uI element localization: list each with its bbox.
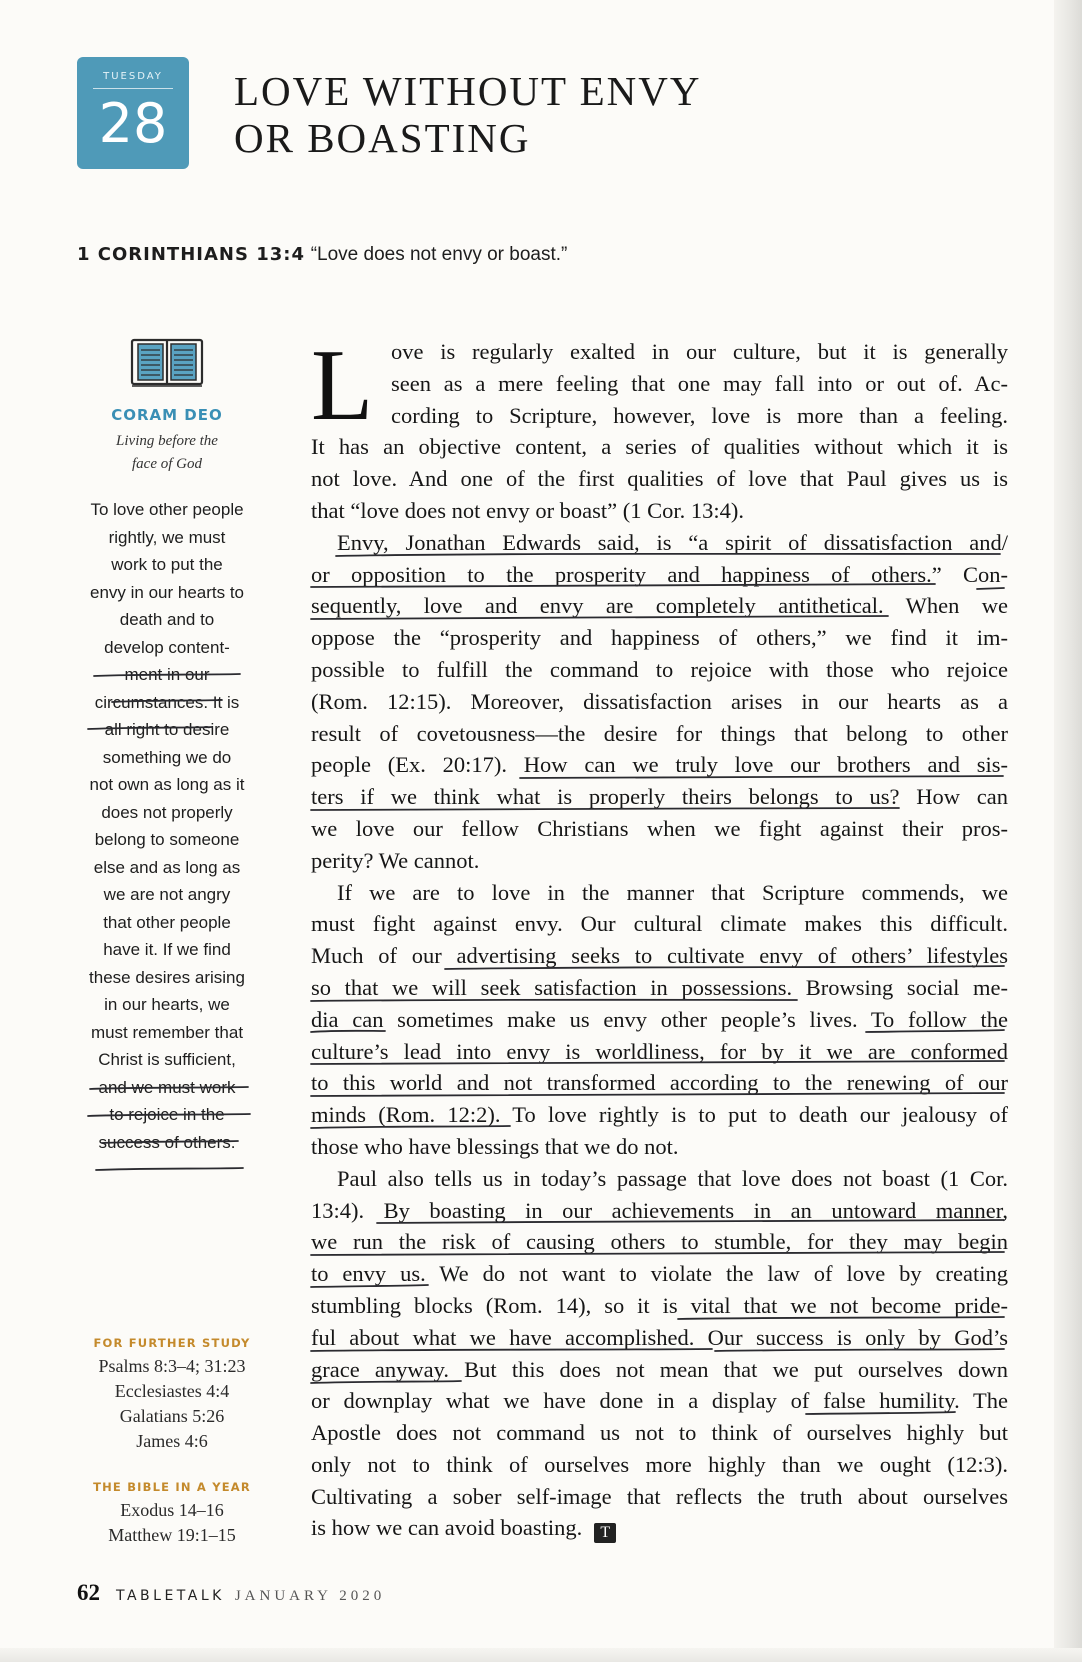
article-line: grace anyway. But this does not mean that we put ourselves down — [311, 1356, 1008, 1382]
further-study-heading: FOR FURTHER STUDY — [93, 1336, 251, 1350]
bible-year-item: Matthew 19:1–15 — [108, 1525, 236, 1545]
article-line: those who have blessings that we do not. — [311, 1133, 679, 1159]
coram-body-line: have it. If we find — [103, 940, 231, 959]
article-line: seen as a mere feeling that one may fall into or out of. Ac- — [391, 370, 1008, 396]
coram-body-line: else and as long as — [93, 857, 241, 877]
page-edge-shadow — [1054, 0, 1082, 1662]
coram-body-line: rightly, we must — [108, 527, 226, 547]
page-footer — [77, 1580, 385, 1606]
coram-deo-sidebar — [72, 338, 262, 1156]
bible-in-a-year-block — [72, 1480, 272, 1548]
article-line-text: is how we can avoid boasting. — [311, 1515, 583, 1541]
article-line: perity? We cannot. — [311, 847, 480, 873]
coram-body-line: to rejoice in the — [109, 1105, 225, 1124]
article-line: If we are to love in the manner that Scripture commends, we — [337, 879, 1008, 905]
further-study-list — [72, 1354, 272, 1454]
drop-cap: L — [311, 329, 374, 442]
coram-body-line: belong to someone — [94, 830, 240, 849]
further-study-item: James 4:6 — [136, 1431, 208, 1451]
bible-year-heading: THE BIBLE IN A YEAR — [93, 1480, 251, 1494]
further-study-item: Galatians 5:26 — [119, 1406, 225, 1426]
coram-body-line: envy in our hearts to — [89, 582, 245, 602]
coram-body-line: work to put the — [111, 555, 223, 574]
day-name: TUESDAY — [103, 71, 163, 82]
article-line: or downplay what we have done in a display of false humility. The — [311, 1388, 1008, 1414]
coram-body-line: develop content- — [104, 637, 230, 657]
article-line: possible to fulfill the command to rejoice with those who rejoice — [311, 656, 1008, 682]
article-line: Paul also tells us in today’s passage that love does not boast (1 Cor. — [337, 1165, 1008, 1191]
coram-body-line: that other people — [103, 912, 231, 932]
coram-body-line: does not properly — [101, 802, 233, 822]
coram-body-line: these desires arising — [89, 967, 245, 987]
magazine-name: TABLETALK — [116, 1588, 225, 1604]
coram-subtitle-line: Living before the — [116, 433, 218, 449]
article-line: ters if we think what is properly theirs belongs to us? How can — [311, 784, 1008, 810]
article-line: culture’s lead into envy is worldliness, for by it we are conformed — [311, 1038, 1008, 1064]
article-line: Apostle does not command us not to think of ourselves highly but — [311, 1420, 1008, 1446]
coram-deo-body — [72, 496, 262, 1156]
article-line: not love. And one of the first qualities of love that Paul gives us is — [311, 466, 1008, 492]
bible-year-item: Exodus 14–16 — [120, 1500, 224, 1520]
article-body — [311, 329, 1008, 1544]
article-line: minds (Rom. 12:2). To love rightly is to put to death our jealousy of — [311, 1102, 1008, 1128]
article-line: (Rom. 12:15). Moreover, dissatisfaction arises in our hearts as a — [311, 688, 1008, 714]
article-line: It has an objective content, a series of qualities without which it is — [311, 434, 1008, 460]
coram-body-line: in our hearts, we — [104, 995, 230, 1014]
badge-divider — [93, 88, 173, 89]
further-study-block — [72, 1336, 272, 1454]
tabletalk-end-mark-icon: T — [594, 1523, 616, 1543]
article-line: we love our fellow Christians when we fight against their pros- — [311, 815, 1008, 841]
article-line: Envy, Jonathan Edwards said, is “a spirit of dissatisfaction and/ — [337, 529, 1008, 555]
coram-deo-heading: CORAM DEO — [111, 406, 223, 424]
article-line: cording to Scripture, however, love is more than a feeling. — [391, 402, 1008, 428]
coram-body-line: something we do — [102, 747, 232, 767]
coram-deo-subtitle — [72, 430, 262, 476]
article-line: oppose the “prosperity and happiness of others,” we find it im- — [311, 625, 1008, 651]
article-line: stumbling blocks (Rom. 14), so it is vital that we not become pride- — [311, 1292, 1008, 1318]
article-line: we run the risk of causing others to stumble, for they may begin — [311, 1229, 1008, 1255]
article-line: or opposition to the prosperity and happiness of others.” Con- — [311, 561, 1008, 587]
title-line-2: OR BOASTING — [234, 115, 531, 161]
scripture-quote: “Love does not envy or boast.” — [310, 244, 568, 265]
coram-body-line: all right to desire — [104, 720, 230, 739]
article-line: only not to think of ourselves more highly than we ought (12:3). — [311, 1451, 1008, 1477]
date-badge — [77, 57, 189, 169]
article-line: dia can sometimes make us envy other people’s lives. To follow the — [311, 1006, 1008, 1032]
article-line: must fight against envy. Our cultural climate makes this difficult. — [311, 911, 1008, 937]
coram-subtitle-line: face of God — [132, 456, 202, 472]
coram-body-line: ment in our — [124, 665, 210, 684]
article-line: result of covetousness—the desire for things that belong to other — [311, 720, 1008, 746]
article-line: sequently, love and envy are completely antithetical. When we — [311, 593, 1008, 619]
page-number: 62 — [77, 1580, 100, 1605]
article-line: to this world and not transformed according to the renewing of our — [311, 1070, 1008, 1096]
coram-body-line: death and to — [119, 610, 215, 629]
coram-body-line: success of others. — [98, 1132, 236, 1152]
article-line: ove is regularly exalted in our culture, but it is generally — [391, 339, 1008, 364]
page-bottom-edge — [0, 1648, 1082, 1662]
further-study-item: Psalms 8:3–4; 31:23 — [98, 1356, 246, 1376]
coram-body-line: must remember that — [90, 1022, 244, 1042]
coram-body-line: and we must work — [98, 1077, 236, 1097]
article-line: people (Ex. 20:17). How can we truly love our brothers and sis- — [311, 752, 1008, 778]
article-line: that “love does not envy or boast” (1 Cor. 13:4). — [311, 497, 745, 523]
article-line: Cultivating a sober self-image that reflects the truth about ourselves — [311, 1483, 1008, 1509]
underline — [96, 1168, 243, 1170]
open-book-icon — [130, 338, 204, 388]
bible-year-list — [72, 1498, 272, 1548]
article-line: Much of our advertising seeks to cultivate envy of others’ lifestyles — [311, 943, 1008, 969]
coram-body-line: not own as long as it — [89, 775, 245, 794]
title-line-1: LOVE WITHOUT ENVY — [234, 68, 702, 114]
coram-body-line: circumstances. It is — [94, 692, 240, 712]
article-line: to envy us. We do not want to violate the law of love by creating — [311, 1261, 1008, 1287]
article-line: ful about what we have accomplished. Our success is only by God’s — [311, 1324, 1008, 1350]
further-study-item: Ecclesiastes 4:4 — [114, 1381, 230, 1401]
coram-body-line: we are not angry — [103, 885, 231, 904]
article-line — [311, 1512, 1008, 1544]
issue-date: JANUARY 2020 — [234, 1588, 386, 1604]
page-title — [234, 68, 834, 162]
article-line: 13:4). By boasting in our achievements in an untoward manner, — [311, 1197, 1008, 1223]
coram-body-line: To love other people — [90, 500, 244, 519]
coram-body-line: Christ is sufficient, — [98, 1050, 236, 1069]
article-line: so that we will seek satisfaction in possessions. Browsing social me- — [311, 974, 1008, 1000]
scripture-reference — [77, 244, 977, 266]
scripture-ref: 1 CORINTHIANS 13:4 — [77, 244, 305, 265]
day-number: 28 — [98, 92, 168, 155]
